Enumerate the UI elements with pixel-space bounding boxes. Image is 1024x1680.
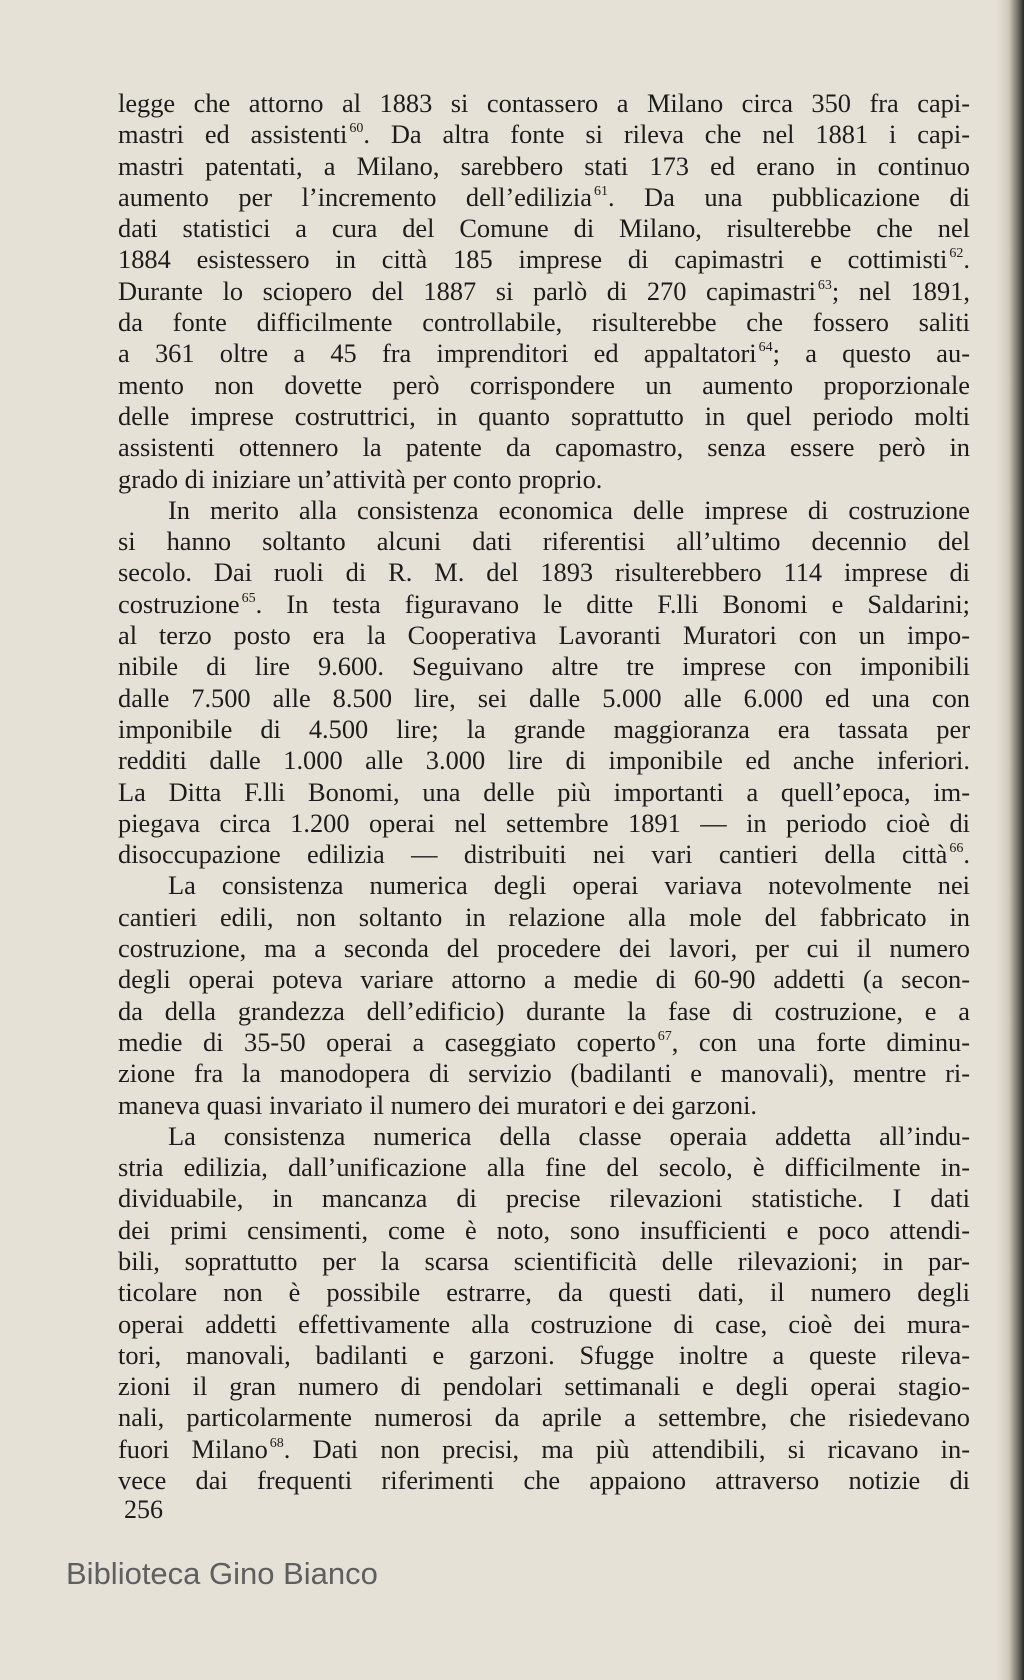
footnote-ref: 67: [657, 1028, 672, 1044]
text-line: [118, 88, 970, 119]
text-line: [118, 808, 970, 839]
text-line: [118, 401, 970, 432]
text-line: [118, 683, 970, 714]
text-line: [118, 526, 970, 557]
text-line: [118, 1340, 970, 1371]
library-watermark: Biblioteca Gino Bianco: [66, 1556, 378, 1591]
text-line: [118, 589, 970, 620]
line-text: In merito alla consistenza economica delle imprese di costruzione: [168, 494, 970, 525]
line-text: zione fra la manodopera di servizio (badilanti e manovali), mentre ri-: [118, 1058, 970, 1089]
line-text: aumento per l’incremento dell’edilizia: [118, 181, 592, 212]
text-line: [118, 933, 970, 964]
footnote-ref: 62: [949, 246, 964, 262]
line-text: si hanno soltanto alcuni dati riferentisi all’ultimo decennio del: [118, 526, 970, 557]
text-line: [118, 1121, 970, 1152]
line-text-after: . Da una pubblicazione di: [607, 181, 971, 212]
text-line: [118, 1371, 970, 1402]
text-line: [118, 620, 970, 651]
line-text: La consistenza numerica della classe operaia addetta all’indu-: [168, 1120, 970, 1151]
text-line: [118, 244, 970, 275]
text-line: [118, 119, 970, 150]
text-line: [118, 307, 970, 338]
text-line: [118, 370, 970, 401]
line-text: zioni il gran numero di pendolari settimanali e degli operai stagio-: [118, 1371, 970, 1402]
line-text: dalle 7.500 alle 8.500 lire, sei dalle 5.000 alle 6.000 ed una con: [118, 682, 970, 713]
line-text: dei primi censimenti, come è noto, sono insufficienti e poco attendi-: [118, 1214, 970, 1245]
line-text: tori, manovali, badilanti e garzoni. Sfugge inoltre a queste rileva-: [118, 1339, 970, 1370]
line-text: costruzione, ma a seconda del procedere dei lavori, per cui il numero: [118, 933, 970, 964]
line-text: grado di iniziare un’attività per conto proprio.: [118, 463, 603, 494]
line-text: mastri patentati, a Milano, sarebbero stati 173 ed erano in continuo: [118, 150, 970, 181]
line-text: Durante lo sciopero del 1887 si parlò di 270 capimastri: [118, 275, 816, 306]
footnote-ref: 68: [269, 1435, 284, 1451]
line-text: redditi dalle 1.000 alle 3.000 lire di imponibile ed anche inferiori.: [118, 745, 970, 776]
line-text: maneva quasi invariato il numero dei muratori e dei garzoni.: [118, 1089, 758, 1120]
line-text: dati statistici a cura del Comune di Milano, risulterebbe che nel: [118, 213, 970, 244]
line-text: al terzo posto era la Cooperativa Lavoranti Muratori con un impo-: [118, 620, 970, 651]
text-line: [118, 964, 970, 995]
line-text: stria edilizia, dall’unificazione alla fine del secolo, è difficilmente in-: [118, 1152, 970, 1183]
line-text-after: . Da altra fonte si rileva che nel 1881 i capi-: [363, 119, 970, 150]
footnote-ref: 63: [817, 277, 832, 293]
line-text: cantieri edili, non soltanto in relazione alla mole del fabbricato in: [118, 901, 970, 932]
line-text: costruzione: [118, 588, 240, 619]
line-text: ticolare non è possibile estrarre, da questi dati, il numero degli: [118, 1277, 970, 1308]
text-line: [118, 870, 970, 901]
line-text-after: .: [963, 244, 970, 275]
text-line: [118, 338, 970, 369]
text-line: [118, 464, 970, 495]
text-line: [118, 1402, 970, 1433]
footnote-ref: 65: [241, 590, 256, 606]
line-text-after: , con una forte diminu-: [671, 1026, 970, 1057]
text-line: [118, 1027, 970, 1058]
text-line: [118, 1434, 970, 1465]
text-line: [118, 432, 970, 463]
text-line: [118, 1183, 970, 1214]
line-text: mento non dovette però corrispondere un aumento proporzionale: [118, 369, 970, 400]
line-text: bili, soprattutto per la scarsa scientificità delle rilevazioni; in par-: [118, 1245, 970, 1276]
text-line: [118, 745, 970, 776]
line-text: dividuabile, in mancanza di precise rilevazioni statistiche. I dati: [118, 1183, 970, 1214]
text-line: [118, 151, 970, 182]
text-line: [118, 1309, 970, 1340]
text-line: [118, 651, 970, 682]
line-text: secolo. Dai ruoli di R. M. del 1893 risulterebbero 114 imprese di: [118, 557, 970, 588]
footnote-ref: 66: [949, 841, 964, 857]
line-text: La consistenza numerica degli operai variava notevolmente nei: [168, 870, 970, 901]
line-text: medie di 35-50 operai a caseggiato coperto: [118, 1026, 656, 1057]
page-edge-shadow: [996, 0, 1024, 1680]
text-line: [118, 1465, 970, 1496]
line-text: imponibile di 4.500 lire; la grande maggioranza era tassata per: [118, 713, 970, 744]
line-text: disoccupazione edilizia — distribuiti nei vari cantieri della città: [118, 839, 948, 870]
page-number: 256: [124, 1495, 163, 1524]
text-line: [118, 839, 970, 870]
line-text: operai addetti effettivamente alla costruzione di case, cioè dei mura-: [118, 1308, 970, 1339]
line-text: a 361 oltre a 45 fra imprenditori ed appaltatori: [118, 338, 757, 369]
body-text: [118, 88, 970, 1496]
line-text-after: . Dati non precisi, ma più attendibili, si ricavano in-: [283, 1433, 970, 1464]
line-text: da della grandezza dell’edificio) durante la fase di costruzione, e a: [118, 995, 970, 1026]
line-text-after: ; a questo au-: [772, 338, 970, 369]
line-text: legge che attorno al 1883 si contassero a Milano circa 350 fra capi-: [118, 88, 970, 118]
line-text-after: ; nel 1891,: [831, 275, 970, 306]
text-line: [118, 213, 970, 244]
text-line: [118, 1277, 970, 1308]
text-line: [118, 557, 970, 588]
footnote-ref: 61: [593, 183, 608, 199]
line-text-after: . In testa figuravano le ditte F.lli Bonomi e Saldarini;: [255, 588, 970, 619]
line-text: vece dai frequenti riferimenti che appaiono attraverso notizie di: [118, 1465, 970, 1496]
line-text: piegava circa 1.200 operai nel settembre 1891 — in periodo cioè di: [118, 807, 970, 838]
text-line: [118, 996, 970, 1027]
line-text: 1884 esistessero in città 185 imprese di capimastri e cottimisti: [118, 244, 948, 275]
text-line: [118, 495, 970, 526]
text-line: [118, 714, 970, 745]
line-text: nibile di lire 9.600. Seguivano altre tre imprese con imponibili: [118, 651, 970, 682]
line-text: La Ditta F.lli Bonomi, una delle più importanti a quell’epoca, im-: [118, 776, 970, 807]
line-text: delle imprese costruttrici, in quanto soprattutto in quel periodo molti: [118, 400, 970, 431]
line-text: nali, particolarmente numerosi da aprile a settembre, che risiedevano: [118, 1402, 970, 1433]
line-text: fuori Milano: [118, 1433, 268, 1464]
line-text: degli operai poteva variare attorno a medie di 60-90 addetti (a secon-: [118, 964, 970, 995]
text-line: [118, 1058, 970, 1089]
footnote-ref: 64: [758, 340, 773, 356]
text-line: [118, 1152, 970, 1183]
text-line: [118, 1090, 970, 1121]
line-text: assistenti ottennero la patente da capomastro, senza essere però in: [118, 432, 970, 463]
line-text: mastri ed assistenti: [118, 119, 348, 150]
text-line: [118, 777, 970, 808]
footnote-ref: 60: [349, 121, 364, 137]
text-line: [118, 1215, 970, 1246]
line-text-after: .: [963, 839, 970, 870]
text-line: [118, 902, 970, 933]
text-line: [118, 182, 970, 213]
line-text: da fonte difficilmente controllabile, risulterebbe che fossero saliti: [118, 307, 970, 338]
text-line: [118, 276, 970, 307]
text-line: [118, 1246, 970, 1277]
